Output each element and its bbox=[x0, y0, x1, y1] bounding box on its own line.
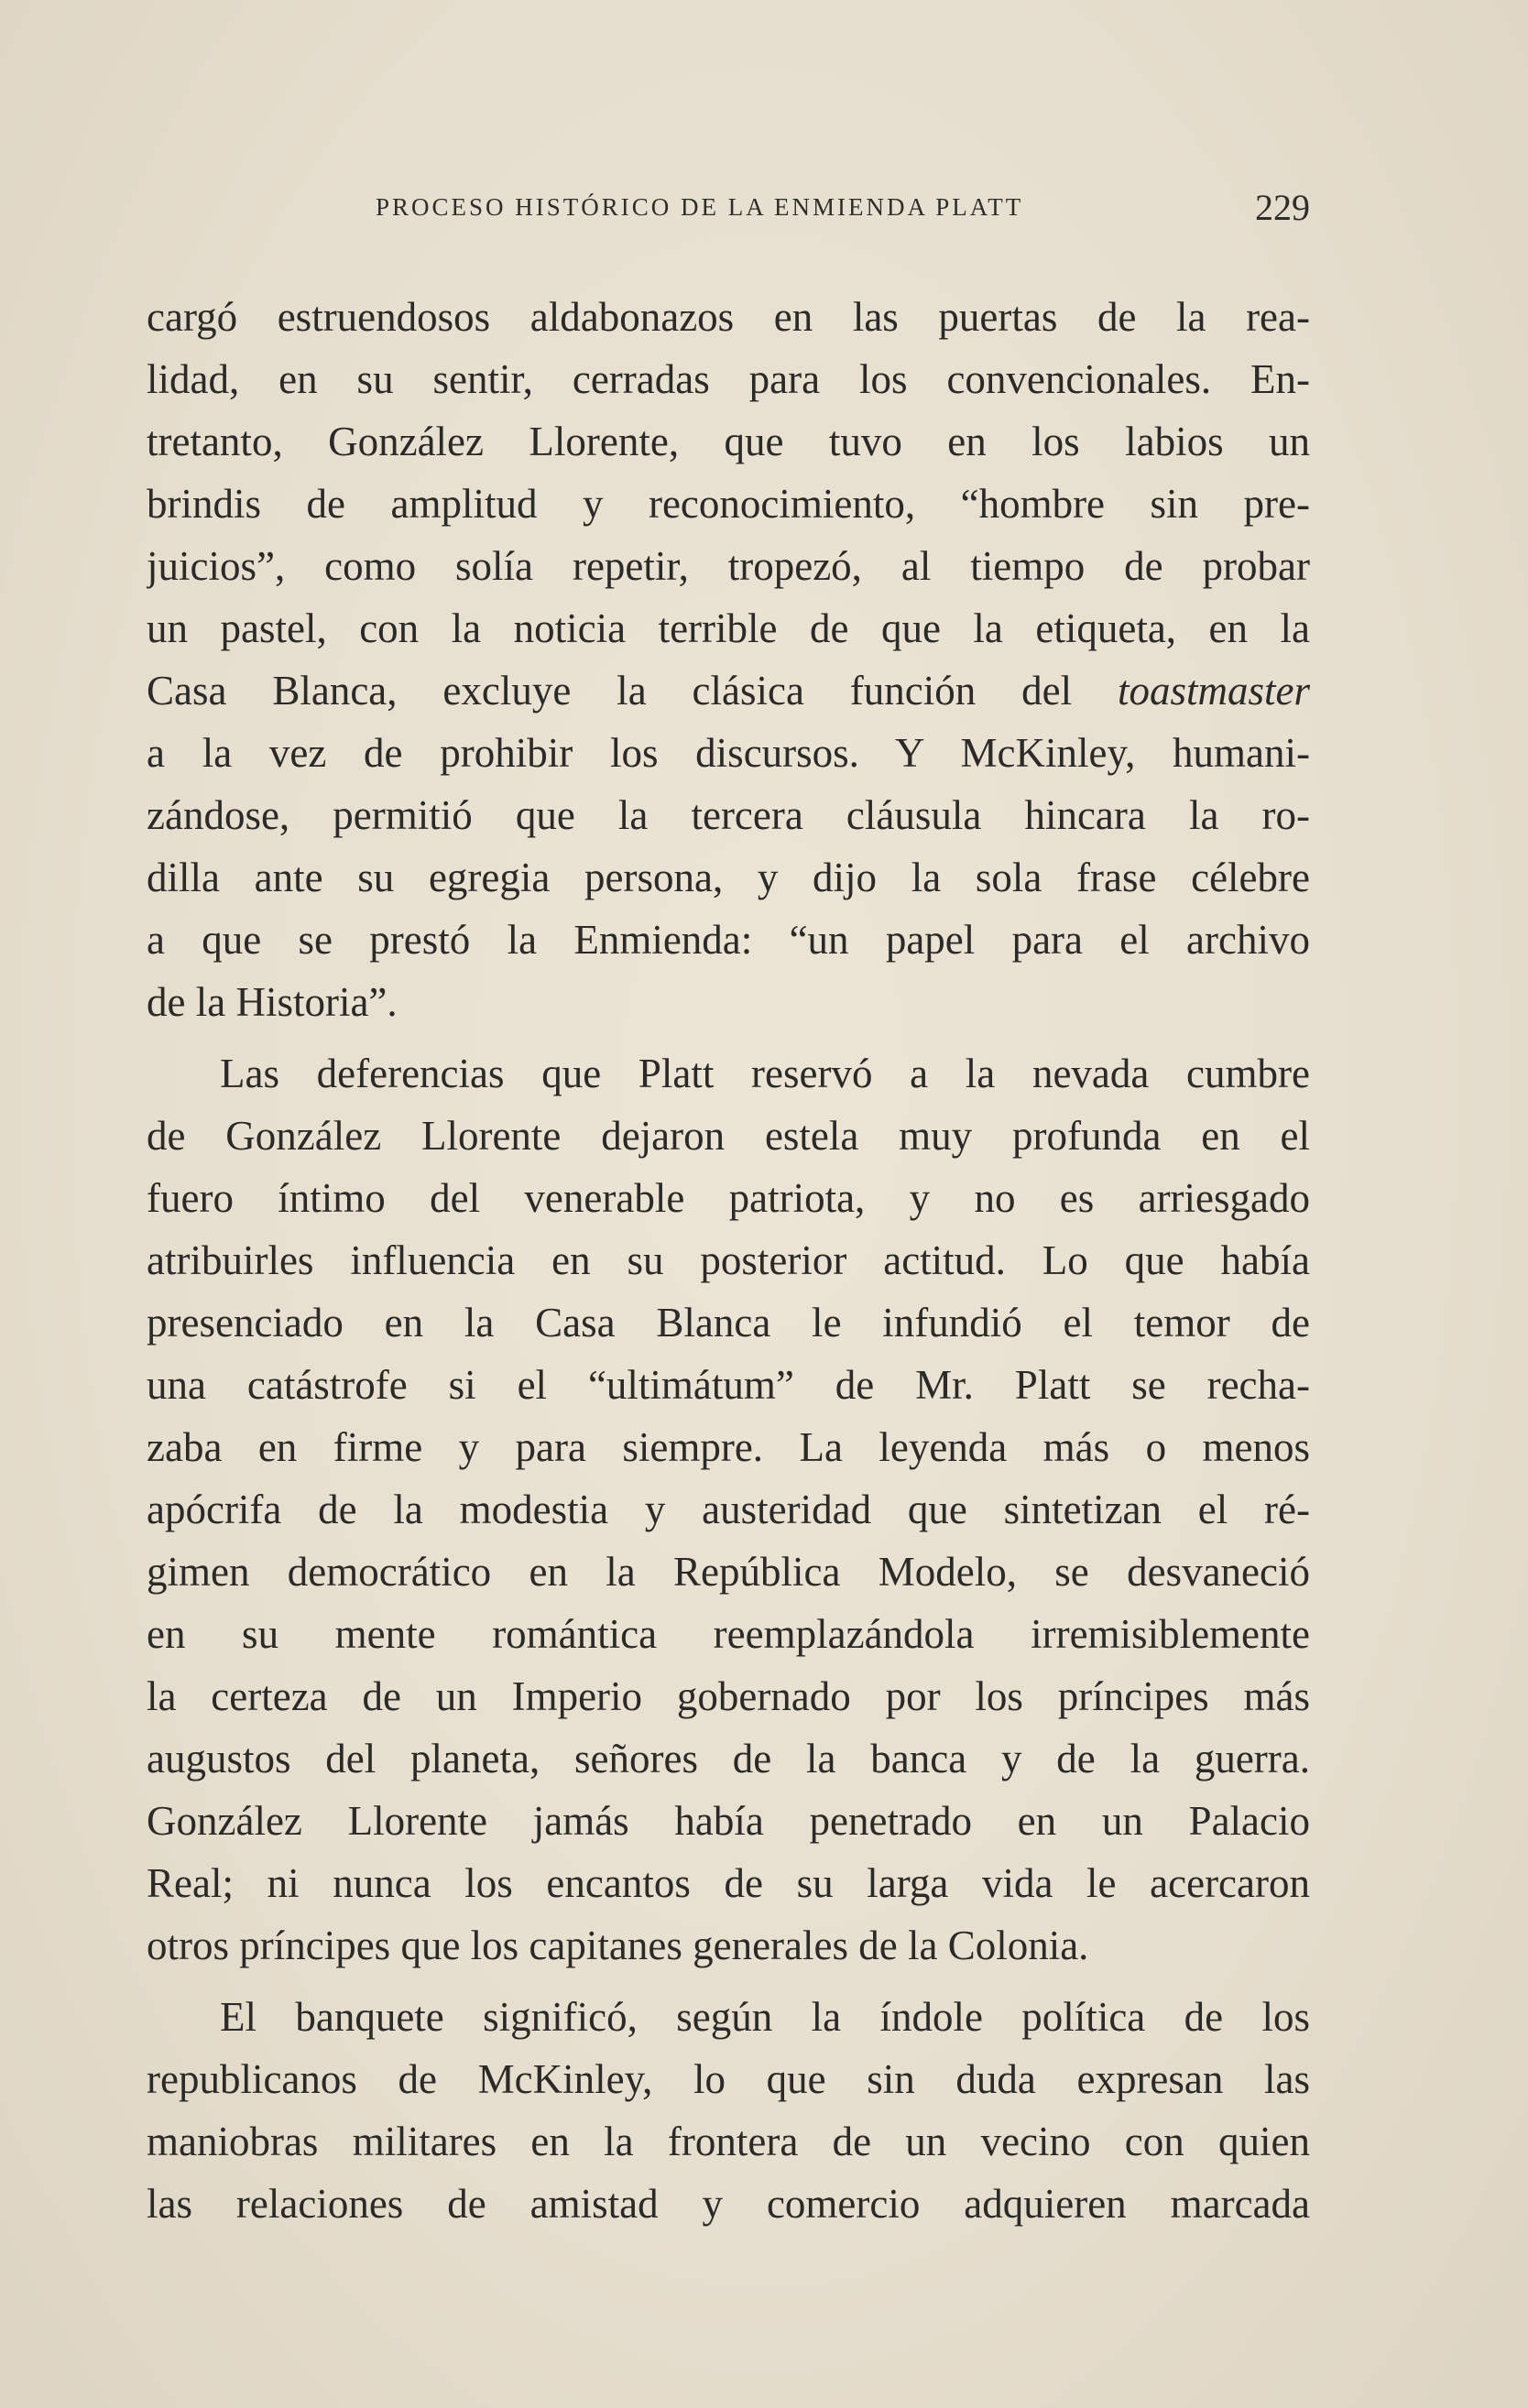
text-line: lidad, en su sentir, cerradas para los convencionales. En- bbox=[147, 356, 1310, 402]
paragraph-2 bbox=[147, 1042, 1310, 1977]
text-line: una catástrofe si el “ultimátum” de Mr. Platt se recha- bbox=[147, 1362, 1310, 1408]
text-line: fuero íntimo del venerable patriota, y no es arriesgado bbox=[147, 1175, 1310, 1221]
paragraph-1 bbox=[147, 286, 1310, 1033]
text-line: de la Historia”. bbox=[147, 979, 398, 1025]
paragraph-3 bbox=[147, 1986, 1310, 2235]
text-line: Las deferencias que Platt reservó a la nevada cumbre bbox=[220, 1051, 1310, 1096]
text-line: brindis de amplitud y reconocimiento, “hombre sin pre- bbox=[147, 481, 1310, 527]
text-line: apócrifa de la modestia y austeridad que sintetizan el ré- bbox=[147, 1487, 1310, 1532]
text-line: atribuirles influencia en su posterior actitud. Lo que había bbox=[147, 1237, 1310, 1283]
italic-term: toastmaster bbox=[1118, 668, 1310, 714]
text-line: a la vez de prohibir los discursos. Y McKinley, humani- bbox=[147, 730, 1310, 776]
text-line: dilla ante su egregia persona, y dijo la sola frase célebre bbox=[147, 855, 1310, 900]
text-line: de González Llorente dejaron estela muy profunda en el bbox=[147, 1113, 1310, 1159]
text-line: gimen democrático en la República Modelo, se desvaneció bbox=[147, 1549, 1310, 1595]
running-title: PROCESO HISTÓRICO DE LA ENMIENDA PLATT bbox=[376, 193, 1024, 221]
body-text bbox=[147, 286, 1310, 2235]
text-line bbox=[147, 659, 1310, 722]
text-line: a que se prestó la Enmienda: “un papel para el archivo bbox=[147, 917, 1310, 963]
text-line: cargó estruendosos aldabonazos en las puertas de la rea- bbox=[147, 294, 1310, 340]
page-number: 229 bbox=[1255, 187, 1310, 228]
text-line: tretanto, González Llorente, que tuvo en los labios un bbox=[147, 419, 1310, 464]
text-line: la certeza de un Imperio gobernado por los príncipes más bbox=[147, 1673, 1310, 1719]
text-line: las relaciones de amistad y comercio adquieren marcada bbox=[147, 2181, 1310, 2227]
running-head bbox=[147, 186, 1310, 232]
text-line: maniobras militares en la frontera de un vecino con quien bbox=[147, 2119, 1310, 2164]
text-line: González Llorente jamás había penetrado en un Palacio bbox=[147, 1798, 1310, 1844]
text-line: otros príncipes que los capitanes generales de la Colonia. bbox=[147, 1923, 1089, 1968]
paragraph-gap bbox=[147, 1977, 1310, 1986]
text-line: zaba en firme y para siempre. La leyenda más o menos bbox=[147, 1424, 1310, 1470]
text-line: augustos del planeta, señores de la banca y de la guerra. bbox=[147, 1736, 1310, 1781]
text-line: Real; ni nunca los encantos de su larga vida le acercaron bbox=[147, 1860, 1310, 1906]
text-line: en su mente romántica reemplazándola irremisiblemente bbox=[147, 1611, 1310, 1657]
paragraph-gap bbox=[147, 1033, 1310, 1042]
text-line: juicios”, como solía repetir, tropezó, al tiempo de probar bbox=[147, 543, 1310, 589]
text-segment: Casa Blanca, excluye la clásica función del bbox=[147, 668, 1073, 714]
text-line: El banquete significó, según la índole política de los bbox=[220, 1994, 1310, 2040]
text-line: zándose, permitió que la tercera cláusula hincara la ro- bbox=[147, 792, 1310, 838]
text-line: republicanos de McKinley, lo que sin duda expresan las bbox=[147, 2056, 1310, 2102]
text-line: presenciado en la Casa Blanca le infundió el temor de bbox=[147, 1300, 1310, 1346]
text-line: un pastel, con la noticia terrible de que la etiqueta, en la bbox=[147, 605, 1310, 651]
